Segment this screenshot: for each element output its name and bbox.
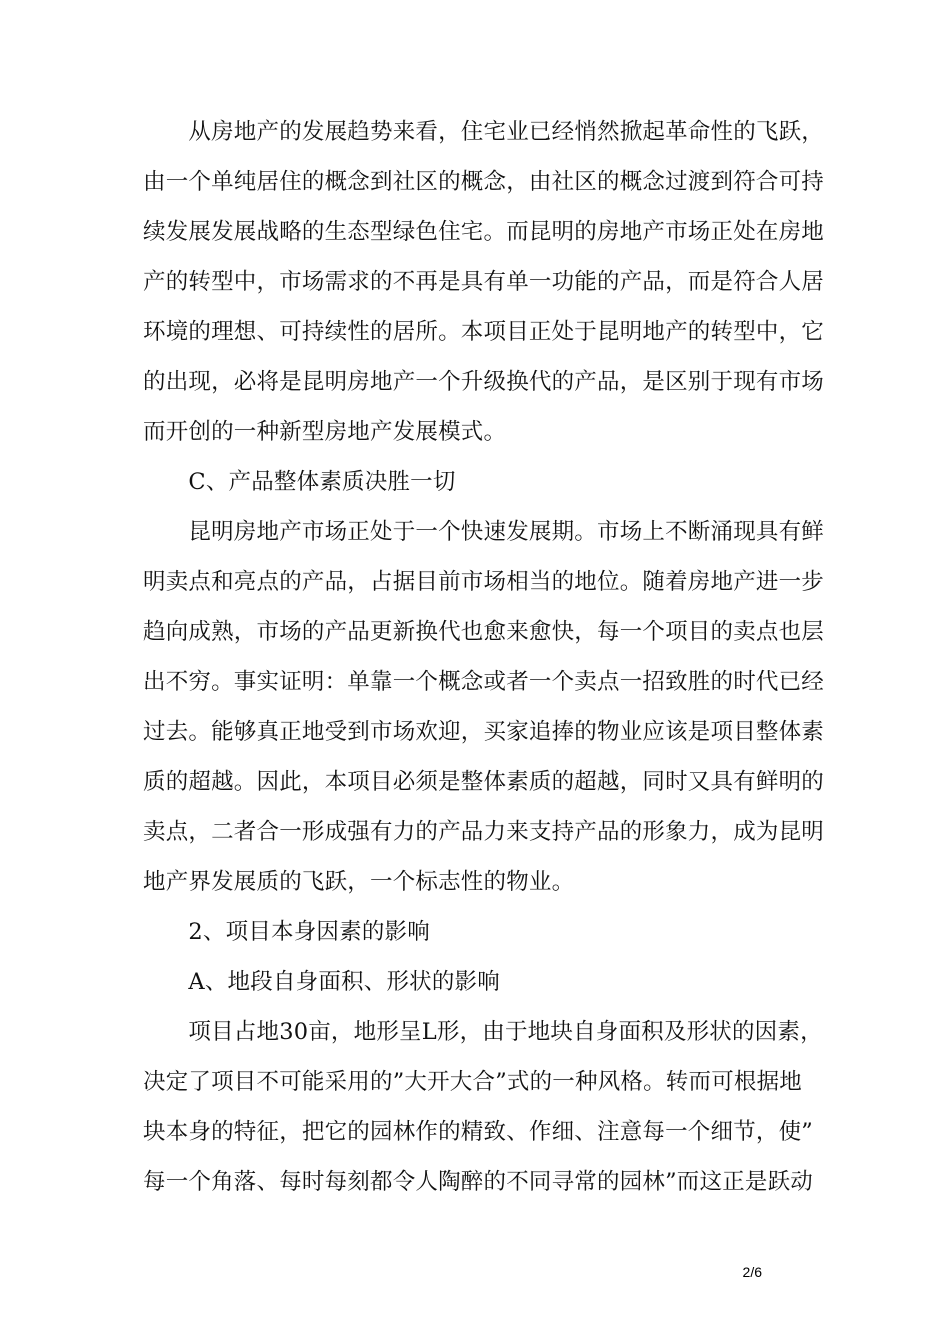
text-line: 每一个角落、每时每刻都令人陶醉的不同寻常的园林”而这正是跃动 (143, 1169, 814, 1195)
text-line: 续发展发展战略的生态型绿色住宅。而昆明的房地产市场正处在房地 (143, 219, 825, 245)
text-line: 的出现，必将是昆明房地产一个升级换代的产品，是区别于现有市场 (143, 369, 825, 395)
text-line: 趋向成熟，市场的产品更新换代也愈来愈快，每一个项目的卖点也层 (143, 619, 825, 645)
text-line: 项目占地30亩，地形呈L形，由于地块自身面积及形状的因素， (143, 1019, 823, 1045)
text-line: 过去。能够真正地受到市场欢迎，买家追捧的物业应该是项目整体素 (143, 719, 825, 745)
text-line: 而开创的一种新型房地产发展模式。 (143, 419, 507, 445)
text-line: 地产界发展质的飞跃，一个标志性的物业。 (143, 869, 575, 895)
text-line: 由一个单纯居住的概念到社区的概念，由社区的概念过渡到符合可持 (143, 169, 825, 195)
text-line: 块本身的特征，把它的园林作的精致、作细、注意每一个细节，使” (143, 1119, 814, 1145)
text-line: 决定了项目不可能采用的”大开大合”式的一种风格。转而可根据地 (143, 1069, 803, 1095)
text-line: 产的转型中，市场需求的不再是具有单一功能的产品，而是符合人居 (143, 269, 825, 295)
page-number: 2/6 (742, 1264, 762, 1280)
section-heading: C、产品整体素质决胜一切 (143, 469, 456, 495)
text-line: 卖点，二者合一形成强有力的产品力来支持产品的形象力，成为昆明 (143, 819, 825, 845)
text-line: 明卖点和亮点的产品，占据目前市场相当的地位。随着房地产进一步 (143, 569, 825, 595)
text-line: 出不穷。事实证明：单靠一个概念或者一个卖点一招致胜的时代已经 (143, 669, 825, 695)
section-heading: A、地段自身面积、形状的影响 (143, 969, 500, 995)
section-heading: 2、项目本身因素的影响 (143, 919, 430, 945)
text-line: 质的超越。因此，本项目必须是整体素质的超越，同时又具有鲜明的 (143, 769, 825, 795)
text-line: 从房地产的发展趋势来看，住宅业已经悄然掀起革命性的飞跃， (143, 119, 825, 145)
text-line: 环境的理想、可持续性的居所。本项目正处于昆明地产的转型中，它 (143, 319, 825, 345)
text-line: 昆明房地产市场正处于一个快速发展期。市场上不断涌现具有鲜 (143, 519, 825, 545)
